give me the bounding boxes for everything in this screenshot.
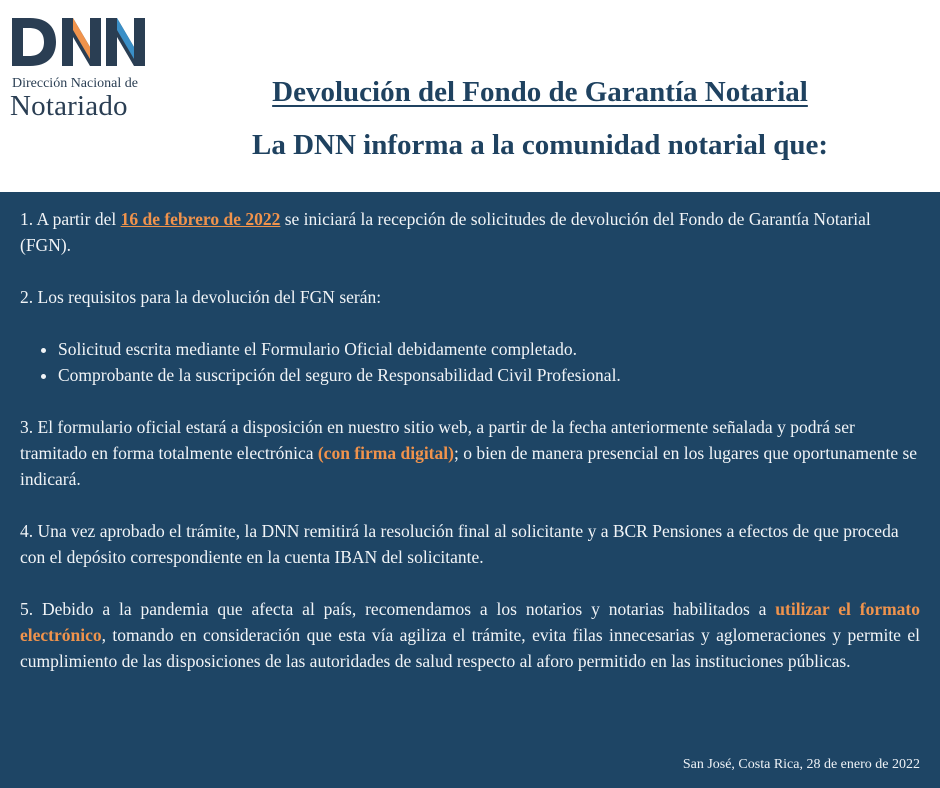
announcement-panel <box>0 192 940 788</box>
digital-signature-highlight: (con firma digital) <box>317 443 454 463</box>
paragraph-5-pre: 5. Debido a la pandemia que afecta al país, recomendamos a los notarios y notarias habilitados a <box>20 599 776 619</box>
page-title: Devolución del Fondo de Garantía Notarial <box>272 76 808 108</box>
paragraph-3 <box>20 414 920 492</box>
paragraph-1-post: se iniciará la recepción de solicitudes de devolución del Fondo de Garantía Notarial (FGN). <box>20 209 871 255</box>
list-item: • Comprobante de la suscripción del seguro de Responsabilidad Civil Profesional. <box>58 362 920 388</box>
start-date-highlight: 16 de febrero de 2022 <box>120 209 281 229</box>
electronic-format-highlight: utilizar el formato electrónico <box>20 599 920 645</box>
logo-name: Notariado <box>10 90 128 122</box>
paragraph-5 <box>20 596 920 674</box>
header <box>0 0 940 192</box>
place-date: San José, Costa Rica, 28 de enero de 2022 <box>682 757 920 772</box>
paragraph-2: 2. Los requisitos para la devolución del FGN serán: <box>20 287 382 307</box>
logo-subtitle: Dirección Nacional de <box>12 76 138 91</box>
page-subtitle: La DNN informa a la comunidad notarial que: <box>251 129 828 161</box>
paragraph-3-pre: 3. El formulario oficial estará a disposición en nuestro sitio web, a partir de la fecha anteriormente señalada y podrá ser tramitado en forma totalmente electrónica <box>20 417 855 463</box>
paragraph-1 <box>20 206 920 258</box>
dnn-logo-mark <box>10 14 150 70</box>
dnn-logo <box>10 14 160 124</box>
requirements-list <box>20 336 920 388</box>
paragraph-1-pre: 1. A partir del <box>20 209 121 229</box>
paragraph-5-post: , tomando en consideración que esta vía agiliza el trámite, evita filas innecesarias y aglomeraciones y permite el cumplimiento de las disposiciones de las autoridades de salud respecto al aforo permitido en las instituciones públicas. <box>20 625 920 671</box>
paragraph-3-post: ; o bien de manera presencial en los lugares que oportunamente se indicará. <box>20 443 918 489</box>
paragraph-4: 4. Una vez aprobado el trámite, la DNN remitirá la resolución final al solicitante y a BCR Pensiones a efectos de que proceda con el depósito correspondiente en la cuenta IBAN del solicitante. <box>20 521 899 567</box>
list-item: • Solicitud escrita mediante el Formulario Oficial debidamente completado. <box>58 336 920 362</box>
